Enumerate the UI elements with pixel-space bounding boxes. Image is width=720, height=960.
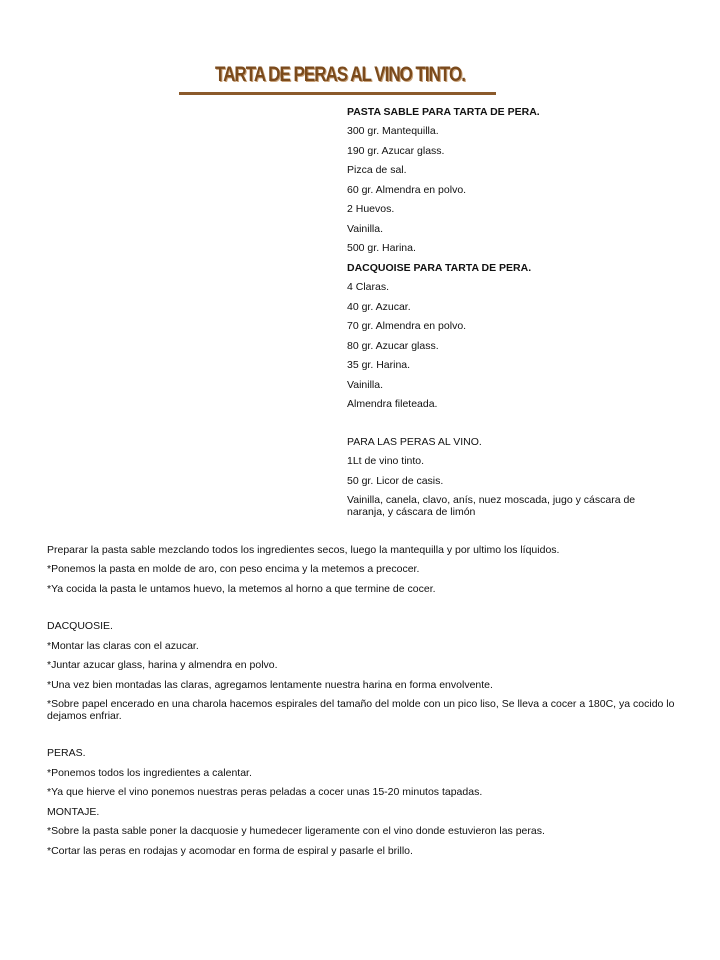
instruction-step: *Una vez bien montadas las claras, agregamos lentamente nuestra harina en forma envolvente. (47, 678, 493, 691)
ingredient-item: 300 gr. Mantequilla. (347, 125, 439, 138)
ingredient-item: Pizca de sal. (347, 164, 407, 177)
instructions-section (47, 545, 697, 865)
ingredient-item: 4 Claras. (347, 281, 390, 294)
ingredient-item: Vainilla, canela, clavo, anís, nuez moscada, jugo y cáscara de naranja, y cáscara de limón (347, 494, 636, 518)
spacer (47, 730, 697, 748)
ingredients-column (347, 107, 677, 526)
ingredient-item: 500 gr. Harina. (347, 242, 416, 255)
title-underline (179, 92, 496, 95)
ingredient-item: 1Lt de vino tinto. (347, 455, 425, 468)
instruction-step: *Sobre papel encerado en una charola hacemos espirales del tamaño del molde con un pico liso, Se lleva a cocer a 180C, ya cocido lo dejamos enfriar. (47, 698, 675, 722)
instruction-step: *Ponemos todos los ingredientes a calentar. (47, 766, 252, 779)
ingredient-item: 60 gr. Almendra en polvo. (347, 183, 467, 196)
ingredient-item: 190 gr. Azucar glass. (347, 144, 445, 157)
ingredient-item: Almendra fileteada. (347, 398, 438, 411)
ingredient-item: 80 gr. Azucar glass. (347, 339, 439, 352)
instruction-step: *Juntar azucar glass, harina y almendra en polvo. (47, 659, 278, 672)
dacquoise-heading: DACQUOISE PARA TARTA DE PERA. (347, 261, 532, 274)
ingredient-item: 50 gr. Licor de casis. (347, 474, 444, 487)
peras-steps-heading: PERAS. (47, 747, 86, 760)
instruction-step: *Ya cocida la pasta le untamos huevo, la metemos al horno a que termine de cocer. (47, 582, 436, 595)
montaje-heading: MONTAJE. (47, 805, 100, 818)
spacer (347, 419, 677, 437)
pasta-sable-heading: PASTA SABLE PARA TARTA DE PERA. (347, 106, 540, 118)
instruction-step: Preparar la pasta sable mezclando todos los ingredientes secos, luego la mantequilla y por ultimo los líquidos. (47, 544, 560, 556)
instruction-step: *Sobre la pasta sable poner la dacquosie y humedecer ligeramente con el vino donde estuvieron las peras. (47, 825, 545, 838)
ingredient-item: 40 gr. Azucar. (347, 300, 411, 313)
ingredient-item: 35 gr. Harina. (347, 359, 411, 372)
ingredient-item: 70 gr. Almendra en polvo. (347, 320, 467, 333)
dacquoise-steps-heading: DACQUOSIE. (47, 620, 113, 633)
instruction-step: *Cortar las peras en rodajas y acomodar en forma de espiral y pasarle el brillo. (47, 844, 413, 857)
ingredient-item: 2 Huevos. (347, 203, 395, 216)
ingredient-item: Vainilla. (347, 378, 383, 391)
peras-vino-heading: PARA LAS PERAS AL VINO. (347, 435, 482, 448)
instruction-step: *Montar las claras con el azucar. (47, 639, 199, 652)
instruction-step: *Ya que hierve el vino ponemos nuestras peras peladas a cocer unas 15-20 minutos tapadas. (47, 786, 483, 799)
instruction-step: *Ponemos la pasta en molde de aro, con peso encima y la metemos a precocer. (47, 563, 420, 576)
page-title: TARTA DE PERAS AL VINO TINTO. (215, 62, 465, 86)
ingredient-item: Vainilla. (347, 222, 383, 235)
spacer (47, 603, 697, 621)
